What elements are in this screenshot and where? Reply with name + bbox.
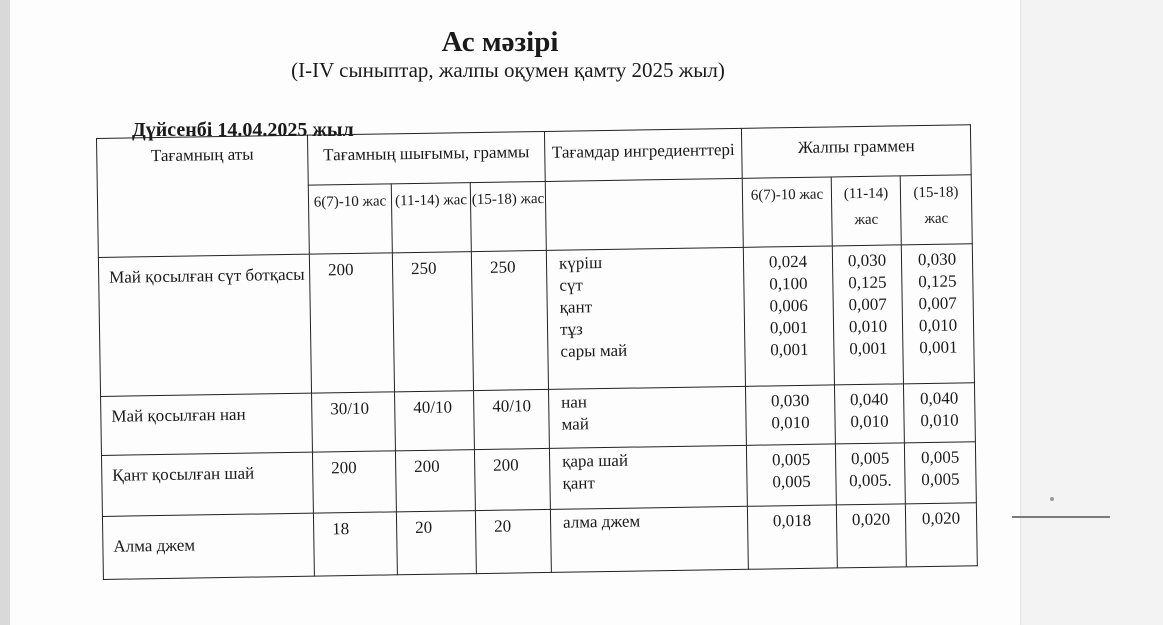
total-value: 0,001 bbox=[770, 339, 809, 360]
ingredient-list bbox=[546, 247, 745, 389]
total-value: 0,005 bbox=[850, 448, 890, 469]
total-age2 bbox=[832, 245, 903, 385]
page-subtitle: (I-IV сыныптар, жалпы оқумен қамту 2025 жыл) bbox=[291, 58, 725, 82]
ingredient: май bbox=[561, 414, 589, 434]
menu-table bbox=[96, 124, 978, 580]
header-total-age3: (15-18) жас bbox=[900, 175, 972, 245]
ingredient: тұз bbox=[559, 319, 583, 339]
yield-age1: 18 bbox=[313, 512, 397, 576]
ingredient-list bbox=[549, 386, 747, 448]
total-value: 0,006 bbox=[769, 295, 808, 316]
header-total: Жалпы граммен bbox=[741, 125, 971, 179]
ingredient-list bbox=[550, 506, 748, 572]
total-value: 0,005. bbox=[849, 470, 892, 491]
total-value: 0,001 bbox=[769, 317, 809, 338]
total-value: 0,020 bbox=[851, 509, 891, 530]
total-age3 bbox=[904, 442, 976, 504]
total-age2 bbox=[836, 504, 906, 568]
total-value: 0,100 bbox=[769, 273, 808, 294]
yield-age1: 200 bbox=[309, 253, 394, 393]
dish-name: Май қосылған сүт ботқасы bbox=[98, 254, 311, 396]
header-total-age1: 6(7)-10 жас bbox=[742, 177, 832, 247]
yield-age3: 40/10 bbox=[474, 389, 550, 449]
ingredient: сүт bbox=[559, 275, 584, 295]
yield-age1: 200 bbox=[312, 451, 396, 513]
header-ingredients: Тағамдар ингредиенттері bbox=[544, 128, 742, 181]
header-yield-age3: (15-18) жас bbox=[470, 181, 546, 251]
total-value: 0,007 bbox=[918, 293, 957, 314]
total-age1 bbox=[743, 246, 834, 386]
yield-age2: 200 bbox=[395, 450, 475, 512]
scan-edge-line bbox=[1012, 516, 1110, 518]
total-value: 0,007 bbox=[848, 294, 887, 315]
total-value: 0,001 bbox=[849, 338, 888, 359]
total-age1 bbox=[745, 385, 835, 445]
total-value: 0,125 bbox=[848, 272, 887, 293]
total-value: 0,005 bbox=[920, 447, 960, 468]
ingredient: сары май bbox=[560, 340, 628, 361]
ingredient-list bbox=[549, 445, 747, 509]
ingredient: алма джем bbox=[562, 511, 641, 532]
header-yield: Тағамның шығымы, граммы bbox=[307, 131, 545, 185]
total-value: 0,030 bbox=[847, 250, 887, 271]
total-value: 0,010 bbox=[771, 412, 810, 433]
total-age3 bbox=[905, 503, 977, 567]
day-label: Дүйсенбі 14.04.2025 жыл bbox=[132, 119, 354, 141]
header-ingredients-blank bbox=[545, 178, 743, 250]
table-row bbox=[102, 503, 977, 580]
total-value: 0,040 bbox=[919, 388, 959, 409]
dish-name: Май қосылған нан bbox=[101, 393, 313, 455]
ingredient: қара шай bbox=[561, 450, 629, 471]
total-age1 bbox=[747, 505, 837, 569]
total-value: 0,040 bbox=[849, 389, 889, 410]
total-value: 0,005 bbox=[771, 449, 811, 470]
total-value: 0,030 bbox=[770, 390, 810, 411]
total-value: 0,001 bbox=[919, 337, 958, 358]
total-value: 0,024 bbox=[768, 251, 808, 272]
total-value: 0,005 bbox=[772, 471, 811, 492]
yield-age2: 40/10 bbox=[395, 391, 475, 451]
scan-dust-dot bbox=[1050, 497, 1054, 501]
dish-name: Қант қосылған шай bbox=[101, 452, 313, 516]
total-age1 bbox=[746, 444, 836, 506]
yield-age1: 30/10 bbox=[312, 392, 396, 452]
scan-left-edge bbox=[0, 0, 10, 625]
ingredient: қант bbox=[559, 297, 593, 317]
header-name: Тағамның аты bbox=[97, 135, 310, 257]
ingredient: күріш bbox=[558, 253, 603, 273]
total-value: 0,018 bbox=[772, 510, 812, 531]
total-value: 0,030 bbox=[917, 249, 957, 270]
header-yield-age2: (11-14) жас bbox=[391, 183, 471, 253]
yield-age3: 250 bbox=[471, 250, 548, 390]
total-value: 0,020 bbox=[921, 508, 961, 529]
ingredient: нан bbox=[561, 392, 588, 412]
total-age3 bbox=[903, 383, 975, 443]
ingredient: қант bbox=[562, 473, 595, 493]
total-value: 0,125 bbox=[918, 271, 957, 292]
yield-age2: 20 bbox=[396, 511, 476, 575]
dish-name: Алма джем bbox=[102, 513, 314, 579]
total-age2 bbox=[835, 443, 905, 505]
yield-age2: 250 bbox=[392, 252, 473, 392]
yield-age3: 20 bbox=[475, 509, 551, 573]
total-value: 0,010 bbox=[848, 316, 888, 337]
total-age2 bbox=[834, 384, 904, 444]
total-value: 0,010 bbox=[850, 411, 889, 432]
table-row bbox=[98, 244, 974, 397]
yield-age3: 200 bbox=[474, 448, 550, 510]
header-total-age2: (11-14) жас bbox=[831, 176, 901, 246]
total-value: 0,010 bbox=[918, 315, 958, 336]
page-title: Ас мәзірі bbox=[441, 26, 559, 58]
header-yield-age1: 6(7)-10 жас bbox=[308, 184, 392, 254]
total-value: 0,010 bbox=[920, 410, 959, 431]
total-age3 bbox=[901, 244, 974, 384]
total-value: 0,005 bbox=[921, 469, 960, 490]
